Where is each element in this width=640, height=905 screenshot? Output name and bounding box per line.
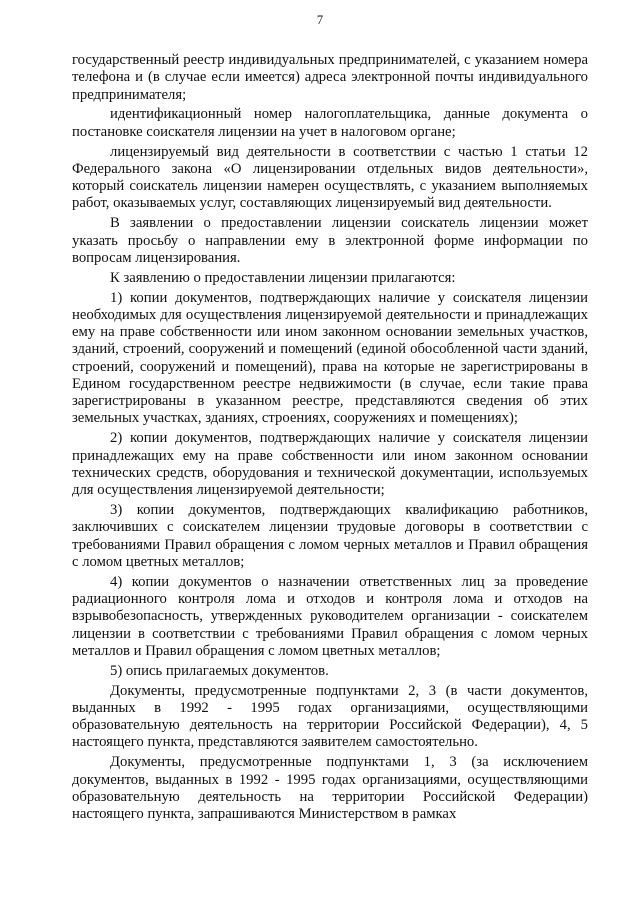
paragraph-electronic-request: В заявлении о предоставлении лицензии соискатель лицензии может указать просьбу о направлении ему в электронной форме информации по вопросам лицензирования.	[72, 215, 588, 266]
list-item-2: 2) копии документов, подтверждающих наличие у соискателя лицензии принадлежащих ему на праве собственности или ином законном основании технических средств, оборудования и технической документации, используемых для осуществления лицензируемой деятельности;	[72, 430, 588, 499]
page-number: 7	[316, 13, 324, 27]
paragraph-requested-docs: Документы, предусмотренные подпунктами 1, 3 (за исключением документов, выданных в 1992 - 1995 годах организациями, осуществляющими образовательную деятельность на территории Российской Федерации) настоящего пункта, запрашиваются Министерством в рамках	[72, 754, 588, 823]
list-item-5: 5) опись прилагаемых документов.	[110, 662, 329, 679]
paragraph-attachments-intro: К заявлению о предоставлении лицензии прилагаются:	[110, 269, 456, 286]
paragraph-inn: идентификационный номер налогоплательщика, данные документа о постановке соискателя лицензии на учет в налоговом органе;	[72, 106, 588, 140]
list-item-1: 1) копии документов, подтверждающих наличие у соискателя лицензии необходимых для осуществления лицензируемой деятельности и принадлежащих ему на праве собственности или ином законном основании земельных участков, зданий, строений, сооружений и помещений (единой обособленной части зданий, строений, сооружений и помещений), права на которые не зарегистрированы в Едином государственном реестре недвижимости (в случае, если такие права зарегистрированы в указанном реестре, представляются сведения об этих земельных участках, зданиях, строениях, сооружениях и помещениях);	[72, 289, 588, 427]
paragraph-licensed-activity: лицензируемый вид деятельности в соответствии с частью 1 статьи 12 Федерального закона «О лицензировании отдельных видов деятельности», который соискатель лицензии намерен осуществлять, с указанием выполняемых работ, оказываемых услуг, составляющих лицензируемый вид деятельности.	[72, 143, 588, 212]
document-body	[72, 52, 588, 823]
paragraph-self-submitted-docs: Документы, предусмотренные подпунктами 2, 3 (в части документов, выданных в 1992 - 1995 годах организациями, осуществляющими образовательную деятельность на территории Российской Федерации), 4, 5 настоящего пункта, представляются заявителем самостоятельно.	[72, 682, 588, 751]
list-item-4: 4) копии документов о назначении ответственных лиц за проведение радиационного контроля лома и отходов и контроля лома и отходов на взрывобезопасность, утвержденных руководителем организации - соискателем лицензии в соответствии с требованиями Правил обращения с ломом черных металлов и Правил обращения с ломом цветных металлов;	[72, 573, 588, 659]
list-item-3: 3) копии документов, подтверждающих квалификацию работников, заключивших с соискателем лицензии трудовые договоры в соответствии с требованиями Правил обращения с ломом черных металлов и Правил обращения с ломом цветных металлов;	[72, 502, 588, 570]
paragraph-continuation: государственный реестр индивидуальных предпринимателей, с указанием номера телефона и (в случае если имеется) адреса электронной почты индивидуального предпринимателя;	[72, 52, 588, 103]
